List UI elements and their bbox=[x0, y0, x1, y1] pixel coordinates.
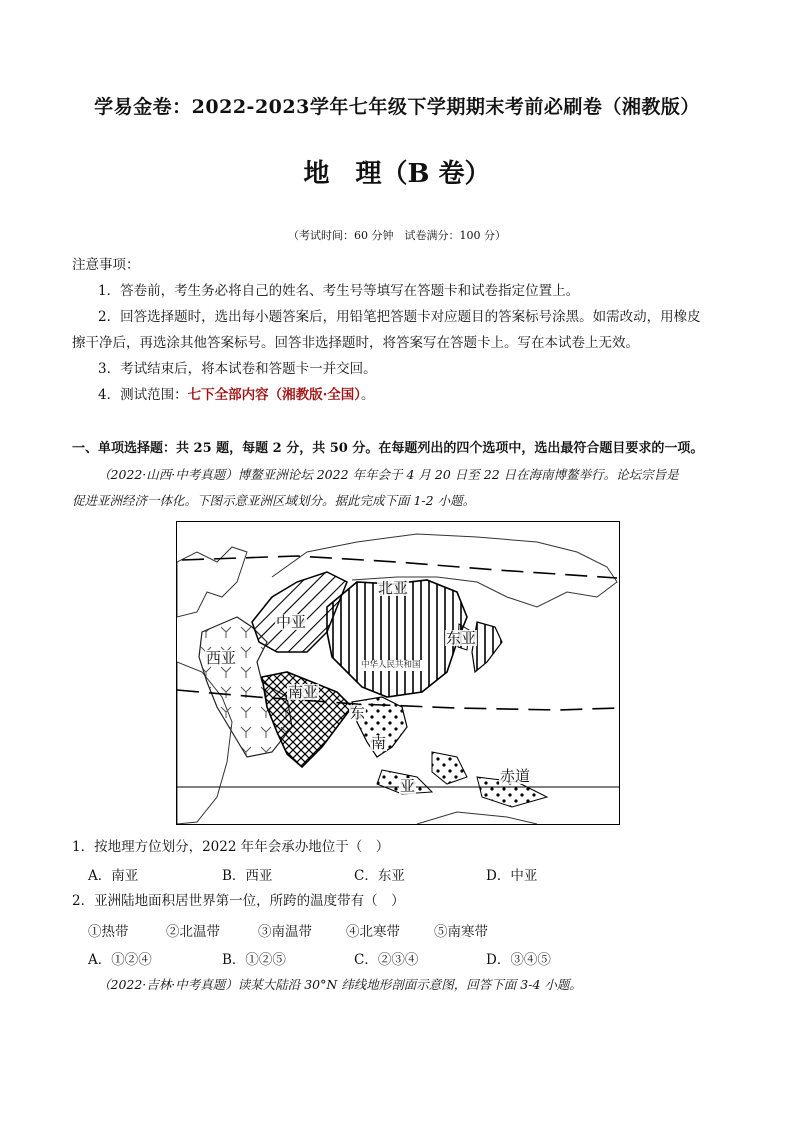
q2-choice-3: ③南温带 bbox=[258, 924, 312, 940]
notice-heading: 注意事项： bbox=[72, 257, 140, 273]
notice-item-1: 1．答卷前，考生务必将自己的姓名、考生号等填写在答题卡和试卷指定位置上。 bbox=[98, 283, 580, 299]
label-west-asia: 西亚 bbox=[206, 649, 237, 667]
q2-choice-2: ②北温带 bbox=[166, 924, 220, 940]
scope-suffix: 。 bbox=[361, 387, 375, 403]
q2-choice-1: ①热带 bbox=[88, 924, 129, 940]
exam-meta: （考试时间：60 分钟 试卷满分：100 分） bbox=[288, 229, 506, 242]
asia-region-map bbox=[176, 521, 620, 825]
q2-option-b[interactable]: B．①②⑤ bbox=[222, 952, 286, 968]
label-china: 中华人民共和国 bbox=[361, 660, 421, 670]
q2-option-d[interactable]: D．③④⑤ bbox=[486, 952, 551, 968]
arctic-dashed-line bbox=[182, 556, 617, 578]
q1-option-b[interactable]: B．西亚 bbox=[222, 868, 273, 884]
section1-intro-1: （2022·山西·中考真题）博鳌亚洲论坛 2022 年年会于 4 月 20 日至 22 日在海南博鳌举行。论坛宗旨是 bbox=[98, 467, 679, 482]
q1-option-d[interactable]: D．中亚 bbox=[486, 868, 538, 884]
label-south-asia: 南亚 bbox=[288, 683, 319, 701]
q2-option-c[interactable]: C．②③④ bbox=[354, 952, 419, 968]
label-central-asia: 中亚 bbox=[276, 613, 307, 631]
label-se-ya: 亚 bbox=[400, 777, 416, 795]
q1-option-c[interactable]: C．东亚 bbox=[354, 868, 405, 884]
europe-africa-outline bbox=[177, 547, 247, 617]
australia-outline bbox=[417, 812, 537, 824]
scope-prefix: 4．测试范围： bbox=[98, 387, 188, 403]
label-north-asia: 北亚 bbox=[378, 579, 409, 597]
section1-intro-2: 促进亚洲经济一体化。下图示意亚洲区域划分。据此完成下面 1-2 小题。 bbox=[72, 493, 476, 508]
section1-heading: 一、单项选择题：共 25 题，每题 2 分，共 50 分。在每题列出的四个选项中，选出最符合题目要求的一项。 bbox=[72, 441, 704, 456]
next-section-intro: （2022·吉林·中考真题）读某大陆沿 30°N 纬线地形剖面示意图，回答下面 3-4 小题。 bbox=[98, 977, 582, 992]
notice-item-3: 3．考试结束后，将本试卷和答题卡一并交回。 bbox=[98, 361, 377, 377]
exam-title: 学易金卷：2022-2023学年七年级下学期期末考前必刷卷（湘教版） bbox=[94, 96, 700, 118]
scope-value: 七下全部内容（湘教版·全国） bbox=[187, 387, 362, 403]
label-se-dong: 东 bbox=[350, 704, 366, 722]
notice-item-4 bbox=[98, 382, 375, 408]
notice-item-2-cont: 擦干净后，再选涂其他答案标号。回答非选择题时，将答案写在答题卡上。写在本试卷上无效。 bbox=[72, 335, 639, 351]
question-2-stem: 2．亚洲陆地面积居世界第一位，所跨的温度带有（ ） bbox=[72, 893, 405, 909]
q2-choice-5: ⑤南寒带 bbox=[434, 924, 488, 940]
subject-title: 地 理（B 卷） bbox=[303, 159, 491, 189]
q2-choice-4: ④北寒带 bbox=[346, 924, 400, 940]
southeast-asia-island-2 bbox=[432, 752, 467, 784]
question-1-stem: 1．按地理方位划分，2022 年年会承办地位于（ ） bbox=[72, 839, 390, 855]
label-east-asia: 东亚 bbox=[446, 629, 477, 647]
q1-option-a[interactable]: A．南亚 bbox=[88, 868, 139, 884]
q2-option-a[interactable]: A．①②④ bbox=[88, 952, 152, 968]
notice-item-2: 2．回答选择题时，选出每小题答案后，用铅笔把答题卡对应题目的答案标号涂黑。如需改动，用橡皮 bbox=[98, 309, 701, 325]
asia-map-graphic bbox=[177, 522, 619, 824]
label-equator: 赤道 bbox=[500, 767, 531, 785]
label-se-nan: 南 bbox=[371, 734, 387, 752]
